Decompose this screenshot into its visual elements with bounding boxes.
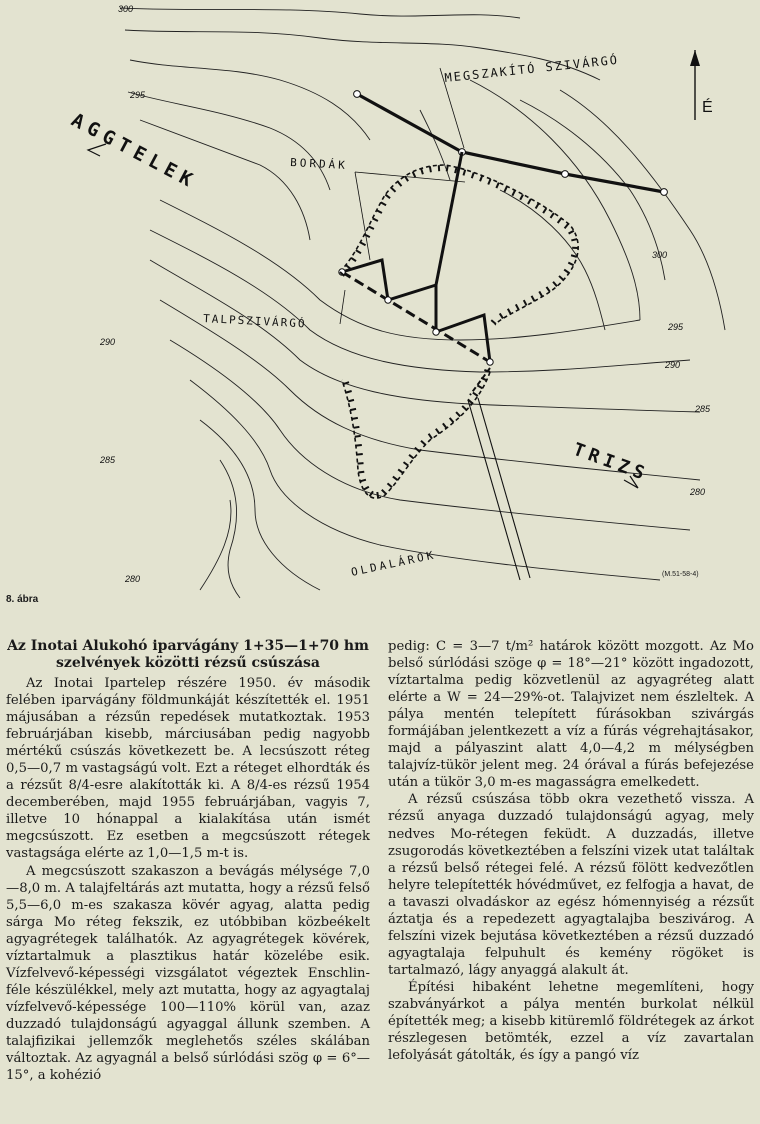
hachure-tick <box>364 487 369 490</box>
label-interceptor-drain: MEGSZAKÍTÓ SZIVÁRGÓ <box>443 52 620 85</box>
hachure-tick <box>398 469 403 473</box>
hachure-tick <box>358 472 364 473</box>
hachure-ticks <box>340 165 578 498</box>
hachure-tick <box>381 202 386 205</box>
hachure-tick <box>564 270 569 273</box>
label-trizs: TRIZS <box>570 438 652 486</box>
hachure-tick <box>409 455 414 459</box>
hachure-tick <box>559 276 563 280</box>
hachure-tick <box>477 385 482 388</box>
hachure-tick <box>348 400 354 401</box>
paragraph: Az Inotai Ipartelep részére 1950. év második felében iparvágány földmunkáját készítették el. 1951 májusában a rézsűn repedések mutatkoztak. 1953 februárjában kisebb, márciusában pedig nagyobb mértékű csúszás következett be. A lecsúszott réteg 0,5—0,7 m vastagságú volt. Ezt a réteget elhordták és a rézsűt 8/4-esre alakították ki. A 8/4-es rézsű 1954 decemberében, majd 1955 februárjában, vagyis 7, illetve 10 hónappal a kialakítása után ismét megcsúszott. Ez esetben a megcsúszott rétegek vastagsága elérte az 1,0—1,5 m-t is. <box>6 676 370 862</box>
hachure-tick <box>352 418 358 419</box>
hachure-tick <box>393 477 398 481</box>
hachure-tick <box>356 445 362 446</box>
hachure-tick <box>377 210 382 213</box>
hachure-tick <box>539 291 542 296</box>
hachure-tick <box>430 166 431 172</box>
hachure-tick <box>551 213 554 218</box>
hachure-tick <box>360 480 366 482</box>
label-base-drain: TALPSZIVÁRGÓ <box>202 312 307 331</box>
hachure-tick <box>456 412 460 416</box>
north-label: É <box>702 99 713 116</box>
hachure-tick <box>516 304 519 309</box>
hachure-tick <box>463 170 465 176</box>
hachure-tick <box>524 300 527 305</box>
hachure-tick <box>565 224 569 229</box>
outfall-channel <box>468 368 530 580</box>
hachure-tick <box>353 427 359 428</box>
hachure-tick <box>429 434 432 439</box>
hachure-tick <box>443 423 447 428</box>
base-drain <box>339 269 493 365</box>
contour-value: 295 <box>668 322 684 332</box>
hachure-tick <box>421 168 423 174</box>
hachure-tick <box>462 406 466 410</box>
hachure-tick <box>447 165 448 171</box>
hachure-tick <box>355 436 361 437</box>
hachure-tick <box>512 190 515 195</box>
contour-value: 300 <box>652 250 668 260</box>
hachure-tick <box>480 176 482 182</box>
slide-boundary <box>340 165 578 498</box>
contour-value: 285 <box>100 455 116 465</box>
hachure-tick <box>500 313 503 318</box>
hachure-tick <box>357 454 363 455</box>
hachure-tick <box>346 391 352 393</box>
paragraph: A megcsúszott szakaszon a bevágás mélysége 7,0—8,0 m. A talajfeltárás azt mutatta, hogy a rézsű felső 5,5—6,0 m-es szakasza kövér agyag, alatta pedig sárga Mo réteg fekszik, ez utóbbiban közbeékelt agyagrétegek találhatók. Az agyagrétegek kövérek, víztartalmuk a plasztikus határ közelébe esik. Vízfelvevő-képességi vizsgálatot végeztek Enschlin-féle készülékkel, mely azt mutatta, hogy az agyagtalaj vízfelvevő-képessége 100—110% körül van, azaz duzzadó tulajdonságú agyaggal állunk szemben. A talajfizikai jellemzők meglehetős széles skálában változtak. Az agyagnál a belső súrlódási szög φ = 6°—15°, a kohézió <box>6 863 370 1084</box>
hachure-tick <box>571 255 577 257</box>
contour-value: 290 <box>665 360 681 370</box>
paragraph: Építési hibaként lehetne megemlíteni, hogy szabványárkot a pálya mentén burkolat nélkül építették meg; a kisebb kitüremlő földrétegek az árkot részlegesen betömték, ezzel a víz zavartalan lefolyását gátolták, és így a pangó víz <box>388 979 754 1064</box>
hachure-tick <box>364 234 369 237</box>
hachure-tick <box>343 382 349 384</box>
hachure-tick <box>382 490 386 494</box>
paragraph: A rézsű csúszása több okra vezethető vissza. A rézsű anyaga duzzadó tulajdonságú agyag, mely nedves Mo-rétegen feküdt. A duzzadás, illetve zsugorodás következtében a felszíni vizek utat találtak a rézsű belső rétegei felé. A rézsű fölött kedvezőtlen helyre telepítették hóvédművet, ez felfogja a havat, de a tavaszi olvadáskor az egész hómennyiség a rézsűt áztatja és a repedezett agyagtalajba beszivárog. A felszíni vizek bejutása következtében a rézsű duzzadó agyagtalaja felpuhult és kemény rögöket is tartalmazó, lágy anyaggá alakult át. <box>388 792 754 978</box>
interceptor-drain <box>354 91 668 196</box>
hachure-tick <box>528 199 531 204</box>
hachure-tick <box>553 282 557 287</box>
contour-value: 290 <box>100 337 116 347</box>
contour-value: 295 <box>130 90 146 100</box>
hachure-tick <box>496 183 498 188</box>
hachure-tick <box>543 208 546 213</box>
label-aggtelek: AGGTELEK <box>67 108 202 194</box>
label-side-ditch: OLDALÁROK <box>349 548 438 579</box>
hachure-tick <box>370 491 373 496</box>
figure-code: (M.51-58-4) <box>662 571 699 578</box>
hachure-tick <box>481 378 486 381</box>
hachure-tick <box>387 483 392 487</box>
contour-value: 280 <box>690 487 706 497</box>
hachure-tick <box>546 287 549 292</box>
hachure-tick <box>569 231 574 234</box>
hachure-tick <box>558 218 562 223</box>
hachure-tick <box>385 195 390 199</box>
north-arrow-icon <box>690 50 713 120</box>
hachure-tick <box>472 173 474 179</box>
hachure-tick <box>450 418 454 423</box>
hachure-tick <box>455 167 456 173</box>
hachure-tick <box>568 263 573 266</box>
hachure-tick <box>571 239 577 240</box>
label-leaders <box>340 68 465 324</box>
text-column-left <box>6 638 370 1084</box>
text-column-right <box>388 638 754 1064</box>
hachure-tick <box>421 441 425 445</box>
hachure-tick <box>491 320 496 324</box>
hachure-tick <box>532 296 535 301</box>
contour-value: 300 <box>118 4 134 14</box>
hachure-tick <box>351 258 356 261</box>
paragraph: pedig: C = 3—7 t/m² határok között mozgott. Az Mo belső súrlódási szöge φ = 18°—21° között ingadozott, víztartalma pedig közvetlenül az agyagréteg alatt elérte a W = 24—29%-ot. Talajvizet nem észleltek. A pálya mentén telepített fúrásokban szivárgás formájában jelentkezett a víz a fúrás végrehajtásakor, majd a pályaszint alatt 4,0—4,2 m mélységben talajvíz-tükör jelent meg. 24 órával a fúrás befejezése után a tükör 3,0 m-es magasságra emelkedett. <box>388 639 754 791</box>
figure-caption: 8. ábra <box>6 594 39 605</box>
hachure-tick <box>360 242 365 245</box>
hachure-tick <box>488 179 490 185</box>
hachure-tick <box>377 492 378 498</box>
hachure-tick <box>350 409 356 410</box>
article-title: Az Inotai Alukohó iparvágány 1+35—1+70 hm szelvények közötti rézsű csúszása <box>7 638 369 671</box>
hachure-tick <box>391 188 395 192</box>
contour-lines <box>120 8 725 598</box>
hachure-tick <box>413 172 416 177</box>
hachure-tick <box>504 186 507 191</box>
hachure-tick <box>369 226 374 229</box>
rib-drains <box>342 152 490 362</box>
contour-value: 280 <box>125 574 141 584</box>
hachure-tick <box>520 194 523 199</box>
hachure-tick <box>398 181 402 186</box>
hachure-tick <box>536 203 539 208</box>
hachure-tick <box>373 218 378 221</box>
contour-value: 285 <box>695 404 711 414</box>
hachure-tick <box>436 429 440 434</box>
label-rib-drains: BORDÁK <box>289 156 349 173</box>
hachure-tick <box>356 250 361 253</box>
hachure-tick <box>508 309 511 314</box>
hachure-tick <box>346 265 351 269</box>
hachure-tick <box>473 393 478 396</box>
hachure-tick <box>404 462 409 466</box>
